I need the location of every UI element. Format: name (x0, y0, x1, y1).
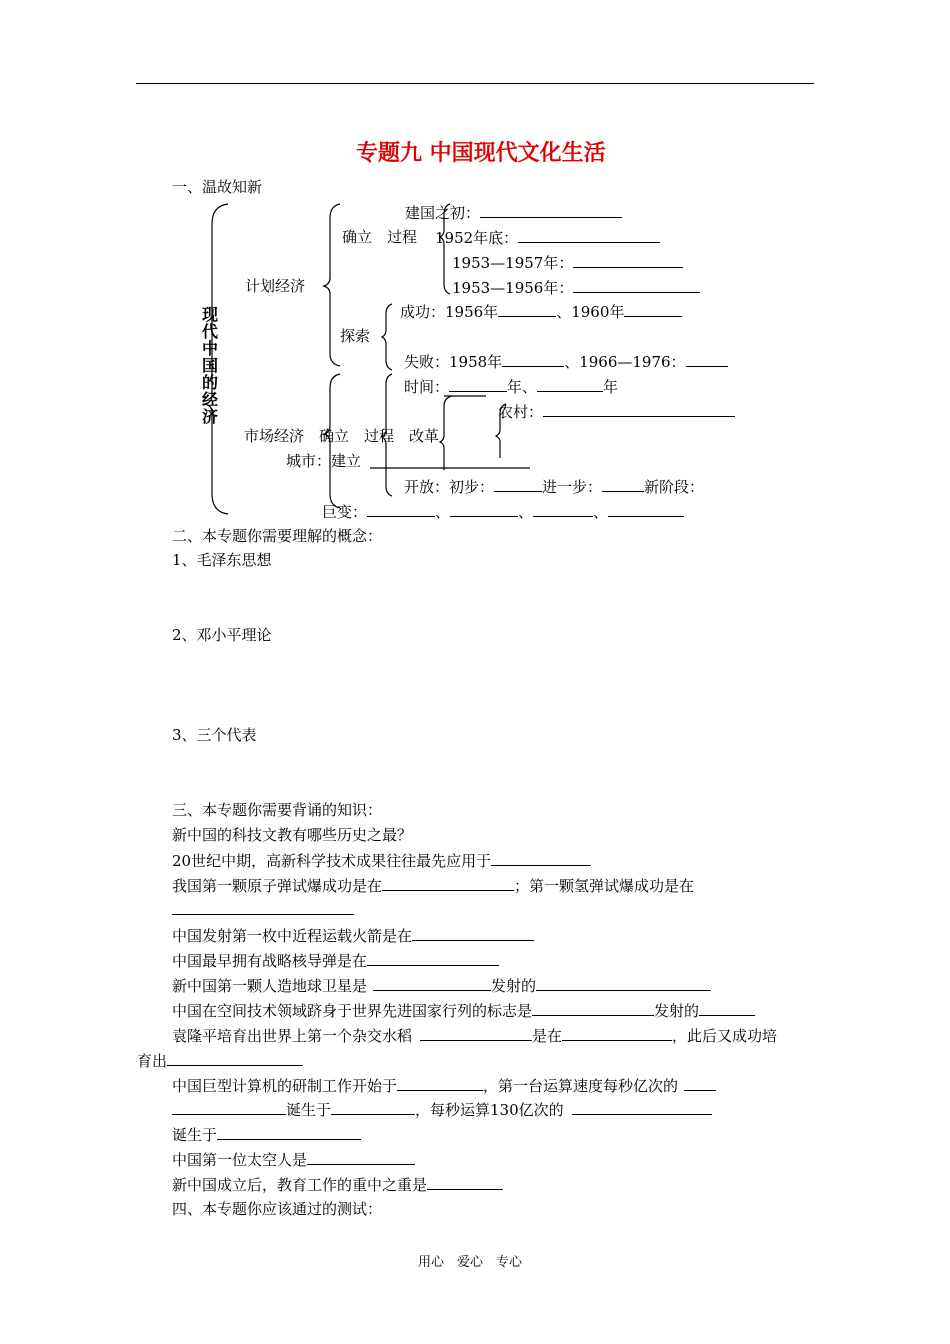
further-label: 进一步： (542, 478, 603, 496)
year-sep: 年、 (507, 378, 538, 396)
q5-text: 中国最早拥有战略核导弹是在 (172, 952, 368, 970)
early-founding-blank[interactable] (480, 203, 622, 218)
q8-text-b: 是在 (532, 1027, 563, 1045)
end1952-blank[interactable] (518, 228, 660, 243)
q6-row (172, 976, 711, 995)
q10-row (172, 1150, 415, 1169)
failure-blank-1[interactable] (502, 352, 564, 367)
q9-blank-2[interactable] (684, 1076, 716, 1091)
early-founding-row (405, 203, 622, 222)
change-row (322, 502, 684, 521)
q8-continuation (137, 1051, 303, 1070)
q6-text-a: 新中国第一颗人造地球卫星是 (172, 977, 368, 995)
q7-text-a: 中国在空间技术领域跻身于世界先进国家行列的标志是 (172, 1002, 533, 1020)
q7-text-b: 发射的 (654, 1002, 700, 1020)
q9-text-a: 中国巨型计算机的研制工作开始于 (172, 1077, 398, 1095)
change-blank-4[interactable] (608, 502, 684, 517)
y1953-1957-row (452, 253, 683, 272)
q10-blank[interactable] (307, 1150, 415, 1165)
y1953-1956-label: 1953—1956年： (452, 279, 574, 297)
section1-heading: 一、温故知新 (172, 178, 263, 196)
y1953-1957-blank[interactable] (573, 253, 683, 268)
q6-blank-2[interactable] (536, 976, 711, 991)
time-label: 时间： (404, 378, 450, 396)
q6-blank-1[interactable] (373, 976, 491, 991)
comma-1: 、 (435, 503, 451, 521)
change-blank-1[interactable] (367, 502, 435, 517)
countryside-row (498, 402, 735, 421)
q4-blank[interactable] (412, 926, 534, 941)
success-blank-2[interactable] (624, 302, 682, 317)
q9-line3 (172, 1125, 361, 1144)
rural-brace (440, 396, 452, 470)
q2-row (172, 851, 591, 870)
q9-text-d: ，每秒运算130亿次的 (415, 1101, 564, 1119)
q3-text-b: ；第一颗氢弹试爆成功是在 (514, 877, 695, 895)
y1953-1956-blank[interactable] (573, 278, 700, 293)
q10-text: 中国第一位太空人是 (172, 1151, 308, 1169)
q7-blank-1[interactable] (532, 1001, 654, 1016)
q9-blank-6[interactable] (217, 1125, 361, 1140)
time-blank-1[interactable] (449, 377, 507, 392)
section2-heading: 二、本专题你需要理解的概念： (172, 527, 383, 545)
q3-continuation (172, 900, 354, 919)
q8-text-a: 袁隆平培育出世界上第一个杂交水稻 (172, 1027, 413, 1045)
q7-row (172, 1001, 755, 1020)
countryside-blank[interactable] (543, 402, 735, 417)
plan-brace (324, 204, 340, 366)
y1953-1957-label: 1953—1957年： (452, 254, 574, 272)
q8-blank-3[interactable] (167, 1051, 303, 1066)
failure-1966-label: 、1966—1976： (564, 353, 686, 371)
time-blank-2[interactable] (537, 377, 603, 392)
q3-blank-2[interactable] (172, 900, 354, 915)
q9-text-e: 诞生于 (172, 1126, 218, 1144)
concept-item: 3、三个代表 (172, 726, 257, 744)
market-economy-label: 市场经济 确立 过程 改革 (244, 427, 440, 445)
failure-row (404, 352, 728, 371)
q3-text-a: 我国第一颗原子弹试爆成功是在 (172, 877, 383, 895)
countryside-label: 农村： (498, 403, 544, 421)
establish-process-label: 确立 过程 (342, 228, 418, 246)
opening-label: 开放：初步： (404, 478, 495, 496)
concept-item: 1、毛泽东思想 (172, 551, 272, 569)
q9-text-b: ，第一台运算速度每秒亿次的 (483, 1077, 679, 1095)
q2-blank[interactable] (491, 851, 591, 866)
q7-blank-2[interactable] (699, 1001, 755, 1016)
q8-text-d: 育出 (137, 1052, 168, 1070)
concept-item: 2、邓小平理论 (172, 626, 272, 644)
q9-row (172, 1076, 716, 1095)
q9-blank-4[interactable] (331, 1100, 415, 1115)
new-stage-label: 新阶段： (644, 478, 705, 496)
y1953-1956-row (452, 278, 700, 297)
q9-blank-5[interactable] (572, 1100, 712, 1115)
change-label: 巨变： (322, 503, 368, 521)
section3-heading: 三、本专题你需要背诵的知识： (172, 801, 383, 819)
comma-3: 、 (593, 503, 609, 521)
q9-text-c: 诞生于 (286, 1101, 332, 1119)
q8-blank-1[interactable] (420, 1026, 532, 1041)
city-label: 城市：建立 (286, 452, 362, 470)
q3-row (172, 876, 694, 895)
early-founding-label: 建国之初： (405, 204, 481, 222)
q5-row (172, 951, 499, 970)
year-end: 年 (603, 378, 619, 396)
change-blank-3[interactable] (533, 502, 593, 517)
page-title: 专题九 中国现代文化生活 (356, 141, 606, 166)
q6-text-b: 发射的 (491, 977, 537, 995)
vertical-label: 现代中国的经济 (201, 305, 218, 426)
change-blank-2[interactable] (450, 502, 518, 517)
opening-blank-2[interactable] (602, 477, 644, 492)
comma-2: 、 (518, 503, 534, 521)
q4-row (172, 926, 534, 945)
opening-blank-1[interactable] (494, 477, 542, 492)
q11-blank[interactable] (427, 1175, 503, 1190)
page-footer: 用心 爱心 专心 (418, 1255, 523, 1270)
success-blank-1[interactable] (498, 302, 556, 317)
q1: 新中国的科技文教有哪些历史之最？ (172, 826, 413, 844)
time-row (404, 377, 618, 396)
q9-blank-3[interactable] (172, 1100, 286, 1115)
success-label: 成功：1956年 (400, 303, 499, 321)
q9-line2 (172, 1100, 712, 1119)
q8-blank-2[interactable] (562, 1026, 672, 1041)
success-row (400, 302, 682, 321)
q8-row (172, 1026, 777, 1045)
q8-text-c: ，此后又成功培 (672, 1027, 778, 1045)
q4-text: 中国发射第一枚中近程运载火箭是在 (172, 927, 413, 945)
q3-blank-1[interactable] (382, 876, 514, 891)
q9-blank-1[interactable] (397, 1076, 483, 1091)
explore-label: 探索 (340, 327, 371, 345)
success-1960-label: 、1960年 (556, 303, 625, 321)
explore-brace (382, 304, 392, 370)
opening-row (404, 477, 704, 496)
section4-heading: 四、本专题你应该通过的测试： (172, 1200, 383, 1218)
failure-blank-2[interactable] (686, 352, 728, 367)
end1952-row (435, 228, 660, 247)
failure-label: 失败：1958年 (404, 353, 503, 371)
q2-text: 20世纪中期，高新科学技术成果往往最先应用于 (172, 852, 492, 870)
q11-row (172, 1175, 503, 1194)
end1952-label: 1952年底： (435, 229, 519, 247)
plan-economy-label: 计划经济 (245, 277, 306, 295)
q5-blank[interactable] (367, 951, 499, 966)
q11-text: 新中国成立后，教育工作的重中之重是 (172, 1176, 428, 1194)
